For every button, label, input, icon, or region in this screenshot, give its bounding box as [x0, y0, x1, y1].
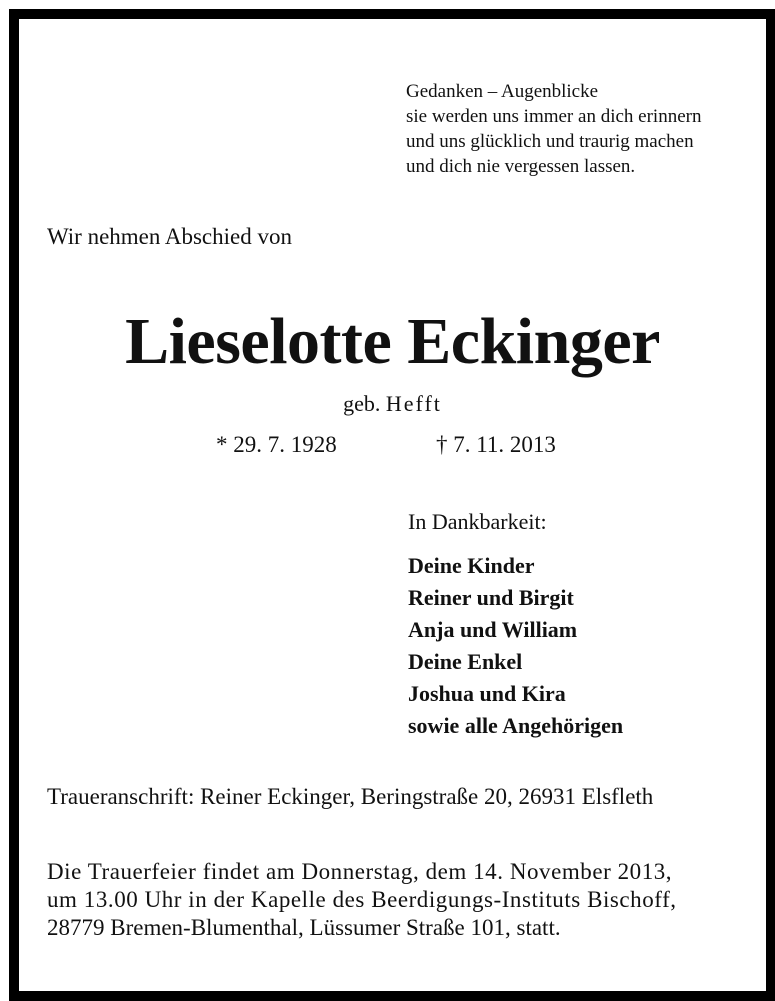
service-line: um 13.00 Uhr in der Kapelle des Beerdigungs-Instituts Bischoff, — [47, 887, 677, 912]
mourner-line: Deine Kinder — [408, 553, 535, 578]
service-line: Die Trauerfeier findet am Donnerstag, dem 14. November 2013, — [47, 859, 673, 884]
maiden-name — [19, 391, 766, 417]
mourner-line: Reiner und Birgit — [408, 585, 574, 610]
poem-line: und uns glücklich und traurig machen — [406, 131, 694, 152]
farewell-intro: Wir nehmen Abschied von — [47, 224, 292, 249]
maiden-name-value: Hefft — [385, 391, 442, 416]
mourning-address: Traueranschrift: Reiner Eckinger, Beringstraße 20, 26931 Elsfleth — [47, 784, 654, 809]
mourner-line: Joshua und Kira — [408, 681, 566, 706]
deceased-name: Lieselotte Eckinger — [125, 305, 660, 378]
funeral-service-info — [47, 858, 747, 942]
mourner-line: sowie alle Angehörigen — [408, 713, 624, 738]
poem-line: sie werden uns immer an dich erinnern — [406, 106, 702, 127]
poem-line: und dich nie vergessen lassen. — [406, 156, 636, 177]
gratitude-label: In Dankbarkeit: — [408, 509, 547, 534]
poem-line: Gedanken – Augenblicke — [406, 81, 599, 102]
maiden-name-prefix: geb. — [343, 391, 381, 416]
obituary-notice — [9, 9, 775, 1001]
mourner-line: Deine Enkel — [408, 649, 523, 674]
death-date: † 7. 11. 2013 — [436, 432, 556, 457]
mourners-list — [408, 550, 623, 742]
birth-date: * 29. 7. 1928 — [216, 432, 337, 457]
memorial-poem — [406, 79, 701, 179]
service-line: 28779 Bremen-Blumenthal, Lüssumer Straße 101, statt. — [47, 915, 561, 940]
mourner-line: Anja und William — [408, 617, 578, 642]
